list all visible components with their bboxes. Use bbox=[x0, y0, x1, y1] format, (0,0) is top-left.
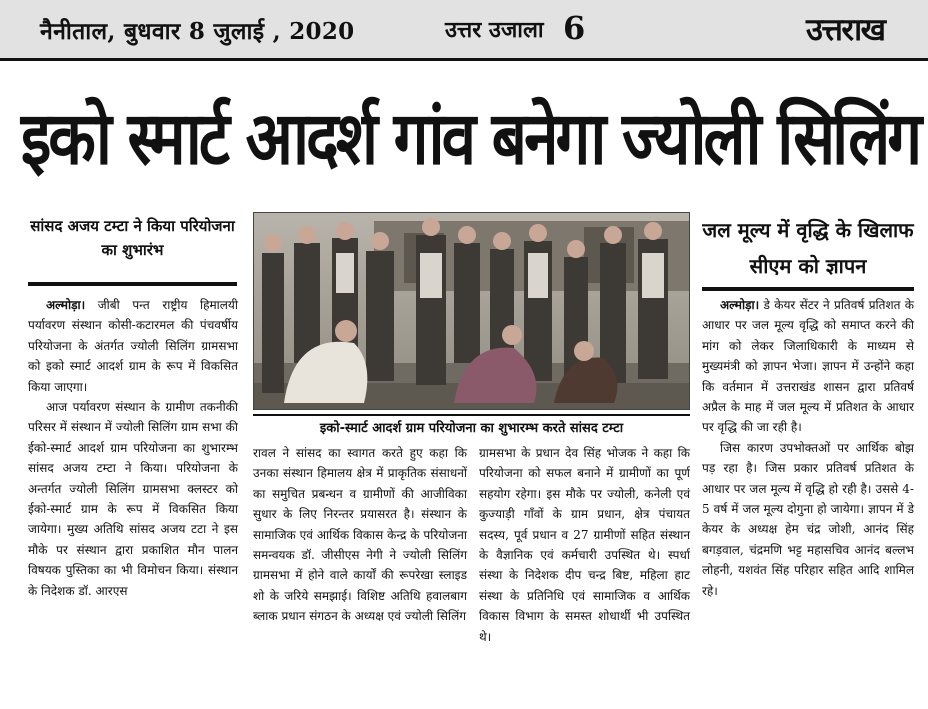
left-story-column-2-text: रावल ने सांसद का स्वागत करते हुए कहा कि उनका संस्थान हिमालय क्षेत्र में प्राकृतिक संसाधनों का समुचित प्रबन्धन व ग्रामीणों की आजीविका सुधार के लिए निरन्तर प्रयासरत है। संस्थान के सामाजिक एवं आर्थिक विकास केन्द्र के परियोजना समन्वयक डॉ. जीसीएस नेगी ने ज्योली सिलिंग ग्रामसभा में होने वाले कार्यों की रूपरेखा स्लाइड शो के जरिये समझाई। विशिष्ट अतिथि हवालबाग ब्लाक प्रधान संगठन के अध्यक्ष एवं ज्योली सिलिंग bbox=[253, 446, 467, 624]
masthead-rule bbox=[0, 58, 928, 61]
right-story-subheadline: जल मूल्य में वृद्धि के खिलाफ सीएम को ज्ञापन bbox=[702, 218, 914, 278]
masthead-page-number: 6 bbox=[563, 9, 586, 47]
left-story-column-1 bbox=[28, 295, 238, 601]
masthead-date-line: नैनीताल, बुधवार 8 जुलाई , 2020 bbox=[40, 18, 355, 45]
main-headline: इको स्मार्ट आदर्श गांव बनेगा ज्योली सिलिंग bbox=[20, 95, 920, 182]
left-story-dateline: अल्मोड़ा। bbox=[46, 298, 86, 312]
caption-rule bbox=[253, 414, 690, 416]
photo-caption: इको-स्मार्ट आदर्श ग्राम परियोजना का शुभारम्भ करते सांसद टम्टा bbox=[319, 421, 624, 436]
masthead-section-name: उत्तराख bbox=[806, 12, 885, 48]
right-story-paragraph-1 bbox=[702, 295, 914, 438]
right-story-dateline: अल्मोड़ा। bbox=[720, 298, 760, 312]
left-story-paragraph-2: आज पर्यावरण संस्थान के ग्रामीण तकनीकी परिसर में संस्थान में ज्योली सिलिंग ग्राम सभा की ईको-स्मार्ट आदर्श ग्राम परियोजना का शुभारम्भ सांसद अजय टम्टा ने किया। परियोजना के अन्तर्गत ज्योली सिलिंग ग्रामसभा क्लस्टर को ईको-स्मार्ट ग्राम के रूप में विकसित किया जायेगा। मुख्य अतिथि सांसद अजय टटा ने इस मौके पर संस्थान द्वारा प्रकाशित मौन पालन विषयक पुस्तिका का भी विमोचन किया। संस्थान के निदेशक डॉ. आरएस bbox=[28, 400, 238, 598]
left-story-paragraph-1 bbox=[28, 295, 238, 397]
left-story-column-2 bbox=[253, 443, 467, 627]
right-story-column bbox=[702, 295, 914, 601]
news-photo bbox=[253, 212, 690, 410]
left-story-paragraph-1-text: जीबी पन्त राष्ट्रीय हिमालयी पर्यावरण संस्थान कोसी-कटारमल की पंचवर्षीय परियोजना के अंतर्गत ज्योली सिलिंग ग्रामसभा को इको स्मार्ट आदर्श ग्राम के रूप में विकसित किया जाएगा। bbox=[28, 298, 238, 394]
right-story-paragraph-1-text: डे केयर सेंटर ने प्रतिवर्ष प्रतिशत के आधार पर जल मूल्य वृद्धि को समाप्त करने की मांग को लेकर जिलाधिकारी के माध्यम से मुख्यमंत्री को ज्ञापन भेजा। ज्ञापन में उन्होंने कहा कि वर्तमान में उत्तराखंड शासन द्वारा प्रतिवर्ष अप्रैल के माह में जल मूल्य में प्रतिशत के आधार पर वृद्धि की जा रही है। bbox=[702, 298, 914, 435]
left-story-subheadline: सांसद अजय टम्टा ने किया परियोजना का शुभारंभ bbox=[30, 217, 235, 259]
left-story-column-3 bbox=[479, 443, 690, 647]
right-story-paragraph-2: जिस कारण उपभोक्तओं पर आर्थिक बोझ पड़ रहा है। जिस प्रकार प्रतिवर्ष प्रतिशत के आधार पर जल मूल्य में वृद्धि हो रही है। उससे 4-5 वर्ष में जल मूल्य दोगुना हो जायेगा। ज्ञापन में डे केयर के अध्यक्ष हेम चंद्र जोशी, आनंद सिंह बगड़वाल, चंद्रमणि भट्ट महासचिव आनंद बल्लभ लोहनी, यशवंत सिंह परिहार सहित आदि शामिल रहे। bbox=[702, 440, 914, 598]
masthead-paper-name: उत्तर उजाला bbox=[445, 17, 544, 43]
right-subheadline-rule bbox=[702, 287, 914, 291]
masthead bbox=[0, 0, 928, 58]
left-story-column-3-text: ग्रामसभा के प्रधान देव सिंह भोजक ने कहा कि परियोजना को सफल बनाने में ग्रामीणों का पूर्ण सहयोग रहेगा। इस मौके पर ज्योली, कनेली एवं कुज्याड़ी गाँवों के ग्राम प्रधान, क्षेत्र पंचायत सदस्य, पूर्व प्रधान व 27 ग्रामीणों सहित संस्थान के वैज्ञानिक एवं कर्मचारी उपस्थित थे। स्पर्धा संस्था के निदेशक दीप चन्द्र बिष्ट, महिला हाट संस्था के प्रतिनिधि एवं सामाजिक व आर्थिक विकास विभाग के समस्त शोधार्थी भी उपस्थित थे। bbox=[479, 446, 690, 644]
left-subheadline-rule bbox=[28, 282, 237, 286]
